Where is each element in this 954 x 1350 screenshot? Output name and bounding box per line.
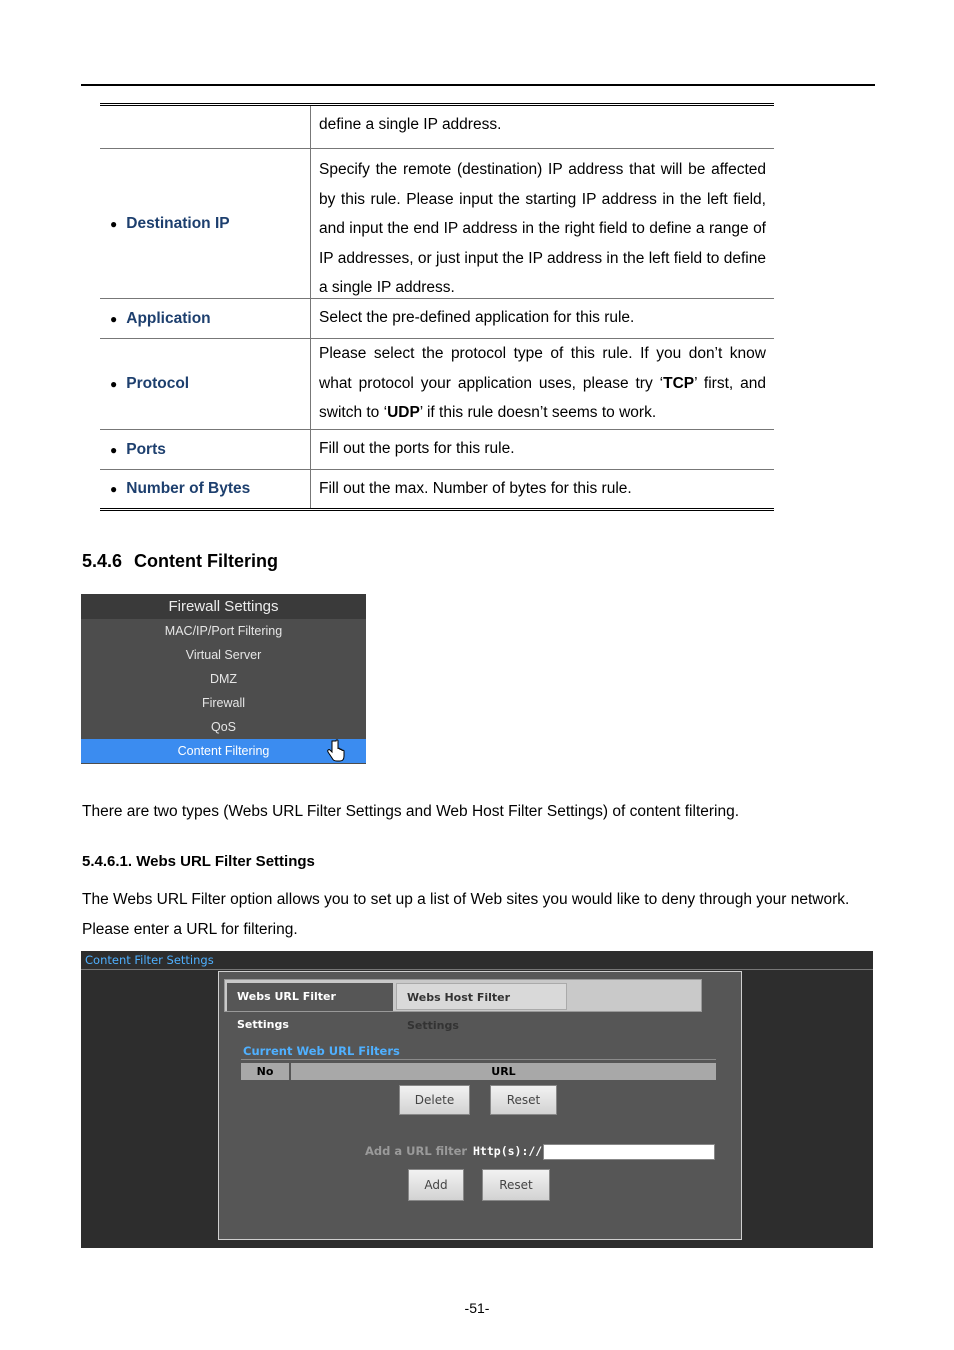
hand-pointer-icon bbox=[326, 739, 346, 763]
subsection-number: 5.4.6.1. bbox=[82, 853, 133, 870]
param-name-cell bbox=[100, 299, 311, 338]
http-prefix-label: Http(s):// bbox=[473, 1144, 543, 1158]
intro-paragraph: There are two types (Webs URL Filter Settings and Web Host Filter Settings) of content filtering. bbox=[82, 803, 740, 820]
menu-item-content-filtering[interactable] bbox=[81, 739, 366, 763]
page-header-rule bbox=[81, 84, 875, 86]
subsection-paragraph: The Webs URL Filter option allows you to set up a list of Web sites you would like to deny through your network. Please enter a URL for filtering. bbox=[82, 891, 850, 938]
param-name-cell bbox=[100, 470, 311, 508]
param-name: Protocol bbox=[126, 375, 190, 392]
table-row bbox=[100, 429, 774, 469]
reset-button[interactable]: Reset bbox=[490, 1085, 557, 1115]
bullet-icon: ● bbox=[110, 311, 118, 326]
desc-text: ’ first, and switch to ‘ bbox=[319, 374, 766, 421]
settings-header-bar bbox=[81, 951, 873, 970]
protocol-tcp: TCP bbox=[663, 374, 695, 392]
param-desc bbox=[311, 339, 774, 429]
list-title: Current Web URL Filters bbox=[243, 1044, 400, 1058]
table-row bbox=[100, 338, 774, 429]
param-desc: Fill out the max. Number of bytes for this rule. bbox=[319, 480, 632, 497]
settings-header: Content Filter Settings bbox=[85, 953, 214, 967]
table-row bbox=[100, 469, 774, 508]
table-row bbox=[100, 298, 774, 338]
bullet-icon: ● bbox=[110, 482, 118, 496]
menu-item-qos[interactable]: QoS bbox=[210, 720, 236, 734]
add-filter-label: Add a URL filter bbox=[365, 1144, 468, 1158]
bullet-icon: ● bbox=[110, 442, 118, 457]
param-name-cell bbox=[100, 430, 311, 469]
menu-item-firewall[interactable]: Firewall bbox=[201, 696, 246, 710]
param-name: Application bbox=[126, 309, 211, 327]
param-desc: Select the pre-defined application for this rule. bbox=[319, 309, 635, 326]
bullet-icon: ● bbox=[110, 216, 118, 231]
param-name-cell bbox=[100, 106, 311, 148]
param-desc: Specify the remote (destination) IP address that will be affected by this rule. Please input the starting IP address in the left field, and input the end IP address in the right field to define a range of IP addresses, or just input the IP address in the left field to define a single IP address. bbox=[319, 161, 766, 296]
content-filter-screenshot bbox=[81, 951, 873, 1248]
bullet-icon: ● bbox=[110, 377, 118, 391]
tab-webs-url-filter[interactable]: Webs URL Filter Settings bbox=[227, 983, 393, 1011]
desc-text: Please select the protocol type of this rule. If you don’t know what protocol your application uses, please try ‘ bbox=[319, 345, 766, 392]
section-title: Content Filtering bbox=[134, 551, 279, 571]
reset-url-button[interactable]: Reset bbox=[482, 1169, 550, 1201]
param-name-cell bbox=[100, 339, 311, 429]
param-desc: define a single IP address. bbox=[319, 116, 502, 133]
menu-item-dmz[interactable]: DMZ bbox=[209, 672, 238, 686]
param-name-cell bbox=[100, 149, 311, 298]
menu-item-label: Content Filtering bbox=[177, 744, 270, 758]
parameter-table bbox=[100, 103, 774, 511]
add-button[interactable]: Add bbox=[408, 1169, 464, 1201]
delete-button[interactable]: Delete bbox=[399, 1085, 470, 1115]
filter-panel bbox=[218, 971, 742, 1240]
protocol-udp: UDP bbox=[387, 404, 420, 421]
table-row bbox=[100, 148, 774, 298]
section-heading bbox=[82, 551, 278, 572]
param-name: Ports bbox=[126, 440, 166, 458]
table-header bbox=[241, 1063, 716, 1080]
page-number: -51- bbox=[464, 1300, 490, 1316]
subsection-title: Webs URL Filter Settings bbox=[136, 853, 315, 870]
param-name: Destination IP bbox=[126, 214, 230, 232]
param-desc: Fill out the ports for this rule. bbox=[319, 440, 515, 457]
section-number: 5.4.6 bbox=[82, 551, 123, 571]
param-name: Number of Bytes bbox=[126, 480, 251, 497]
firewall-menu-screenshot bbox=[81, 594, 366, 764]
tab-webs-host-filter[interactable]: Webs Host Filter Settings bbox=[396, 983, 567, 1010]
table-row bbox=[100, 106, 774, 148]
subsection-heading bbox=[82, 853, 315, 870]
menu-item-mac-ip-port-filtering[interactable]: MAC/IP/Port Filtering bbox=[164, 624, 283, 638]
menu-title: Firewall Settings bbox=[81, 594, 366, 619]
column-url: URL bbox=[491, 1065, 516, 1078]
desc-text: ’ if this rule doesn’t seems to work. bbox=[419, 404, 657, 421]
divider bbox=[241, 1059, 716, 1060]
menu-item-virtual-server[interactable]: Virtual Server bbox=[185, 648, 262, 662]
url-filter-input[interactable] bbox=[543, 1144, 715, 1160]
tab-bar bbox=[224, 979, 702, 1032]
column-no: No bbox=[241, 1063, 291, 1080]
